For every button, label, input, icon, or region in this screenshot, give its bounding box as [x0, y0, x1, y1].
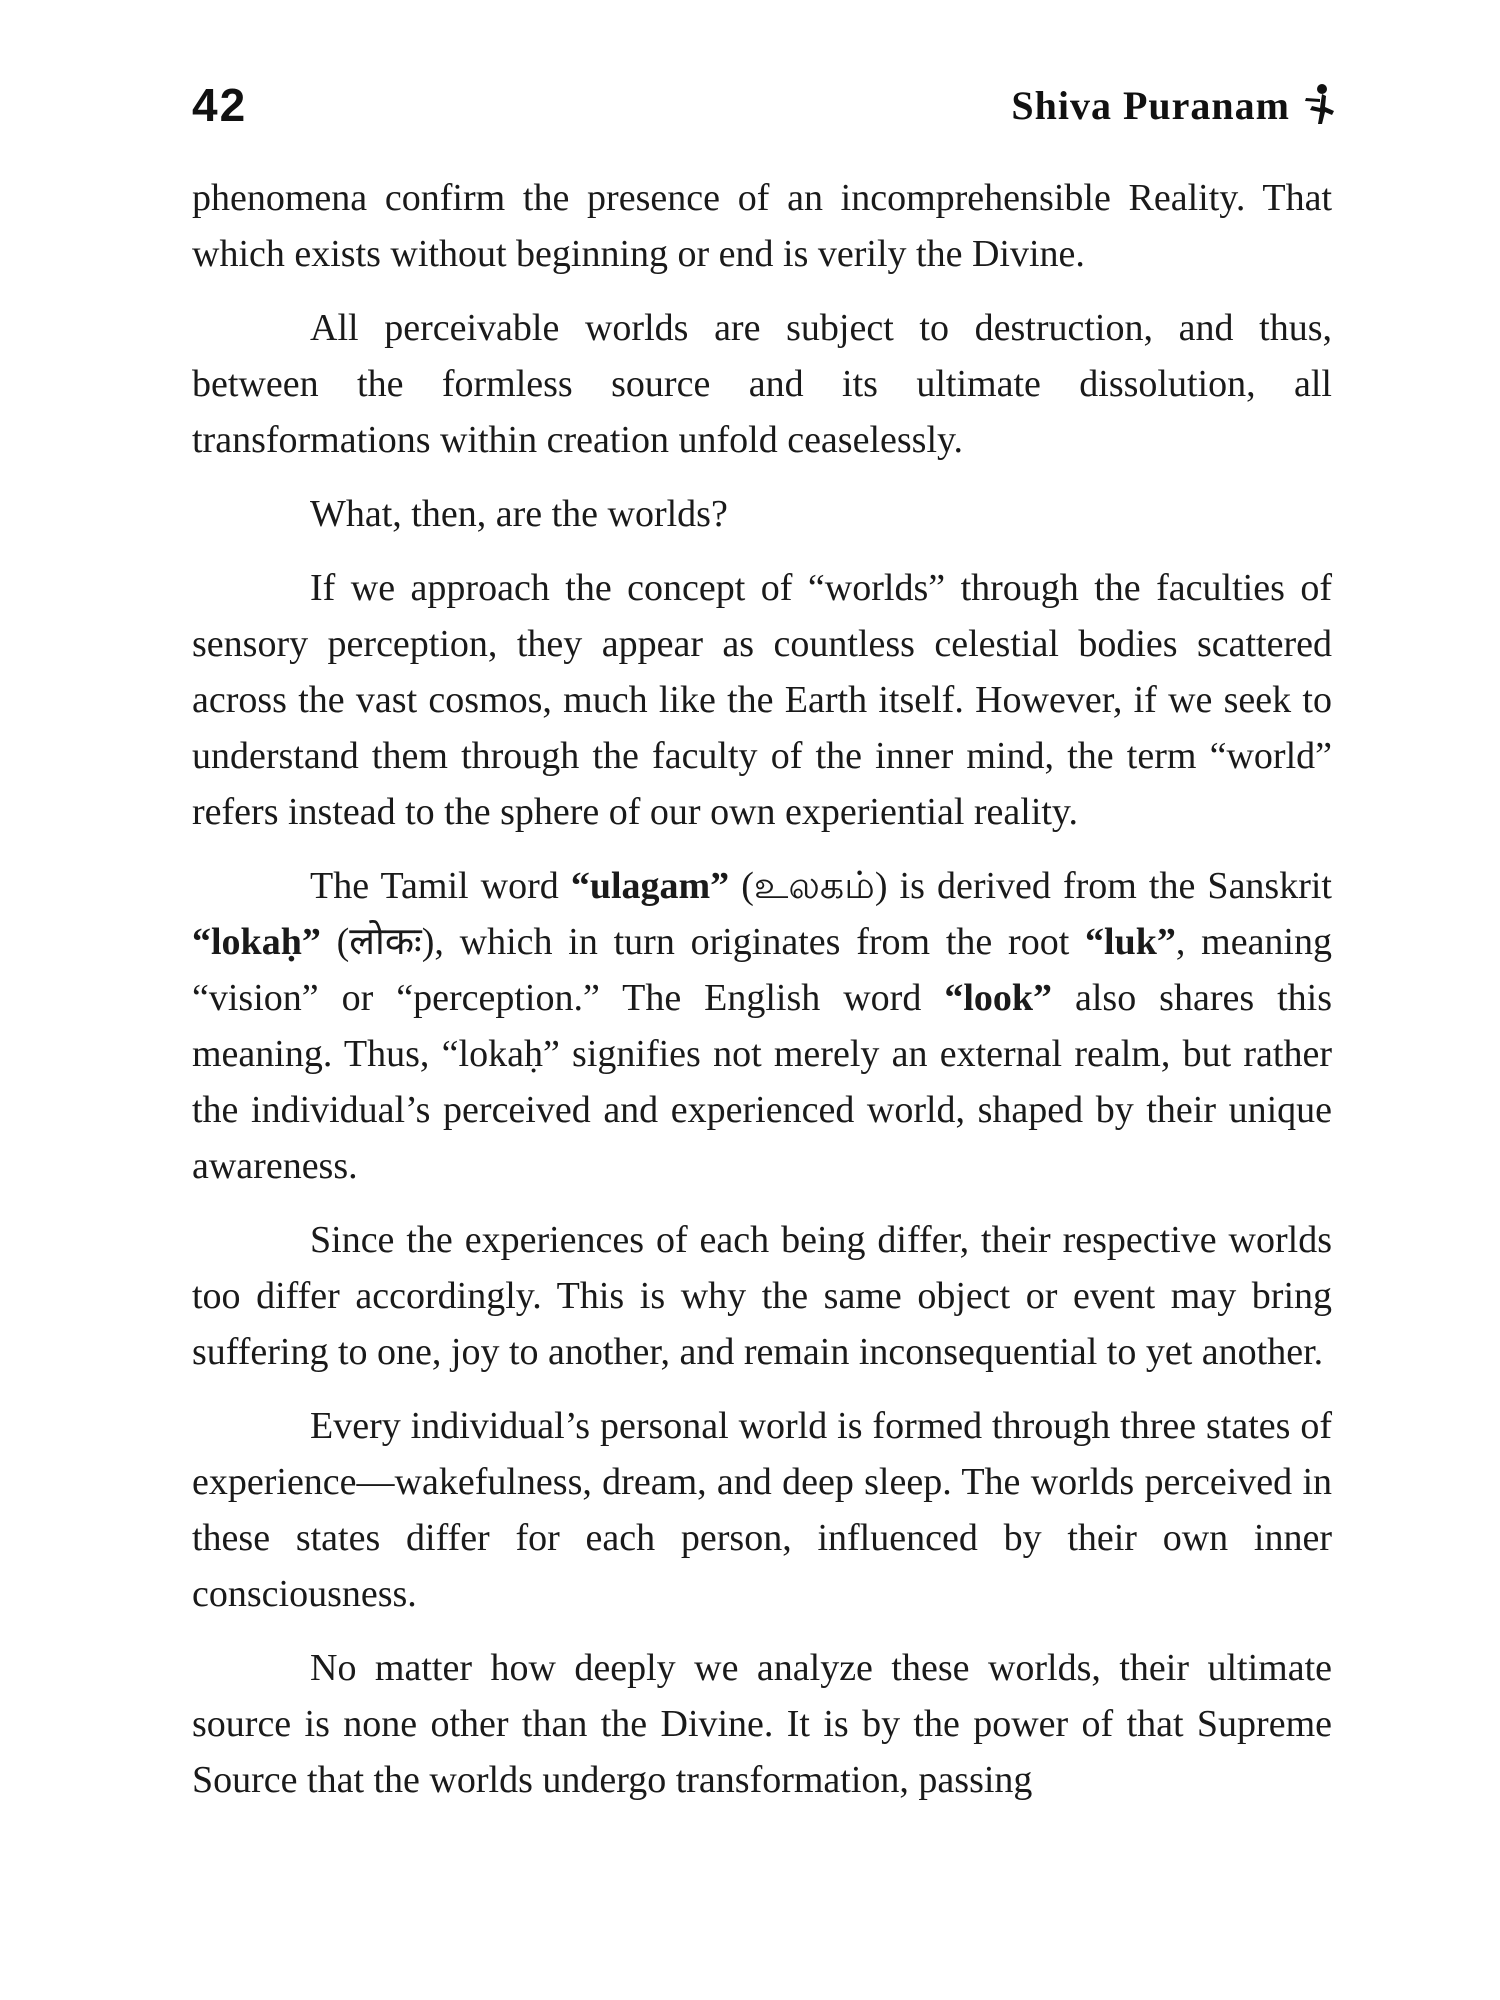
- paragraph-5-text-3: (लोकः), which in turn originates from the root: [320, 921, 1086, 963]
- paragraph-5-text-5: also shares this meaning. Thus, “lokaḥ” signifies not merely an external realm, but rather the individual’s perceived and experienced world, shaped by their unique awareness.: [192, 977, 1332, 1187]
- dancing-figure-ornament-icon: [1300, 82, 1340, 128]
- body-text: [192, 170, 1332, 1826]
- paragraph-5-text-2: (உலகம்) is derived from the Sanskrit: [729, 865, 1332, 907]
- paragraph-3: What, then, are the worlds?: [310, 493, 728, 535]
- running-title-text: Shiva Puranam: [1011, 82, 1290, 128]
- paragraph-6: Since the experiences of each being differ, their respective worlds too differ accordingly. This is why the same object or event may bring suffering to one, joy to another, and remain inconsequential to yet another.: [192, 1219, 1332, 1373]
- term-ulagam: “ulagam”: [570, 865, 730, 907]
- paragraph-5: [192, 858, 1332, 1194]
- page-header: [192, 70, 1340, 140]
- paragraph-7: Every individual’s personal world is formed through three states of experience—wakefulness, dream, and deep sleep. The worlds perceived in these states differ for each person, influenced by their own inner consciousness.: [192, 1405, 1332, 1615]
- paragraph-1: phenomena confirm the presence of an incomprehensible Reality. That which exists without beginning or end is verily the Divine.: [192, 177, 1332, 275]
- page-number: 42: [192, 79, 248, 131]
- running-title: [1011, 82, 1340, 129]
- term-lokah: “lokaḥ”: [192, 921, 321, 963]
- term-luk: “luk”: [1085, 921, 1176, 963]
- paragraph-5-text-1: The Tamil word: [310, 865, 571, 907]
- term-look: “look”: [944, 977, 1053, 1019]
- paragraph-8: No matter how deeply we analyze these worlds, their ultimate source is none other than the Divine. It is by the power of that Supreme Source that the worlds undergo transformation, passing: [192, 1647, 1332, 1801]
- paragraph-2: All perceivable worlds are subject to destruction, and thus, between the formless source and its ultimate dissolution, all transformations within creation unfold ceaselessly.: [192, 307, 1332, 461]
- paragraph-4: If we approach the concept of “worlds” through the faculties of sensory perception, they appear as countless celestial bodies scattered across the vast cosmos, much like the Earth itself. However, if we seek to understand them through the faculty of the inner mind, the term “world” refers instead to the sphere of our own experiential reality.: [192, 567, 1332, 833]
- paragraph-5-text-4: , meaning “vision” or “perception.” The English word: [192, 921, 1332, 1019]
